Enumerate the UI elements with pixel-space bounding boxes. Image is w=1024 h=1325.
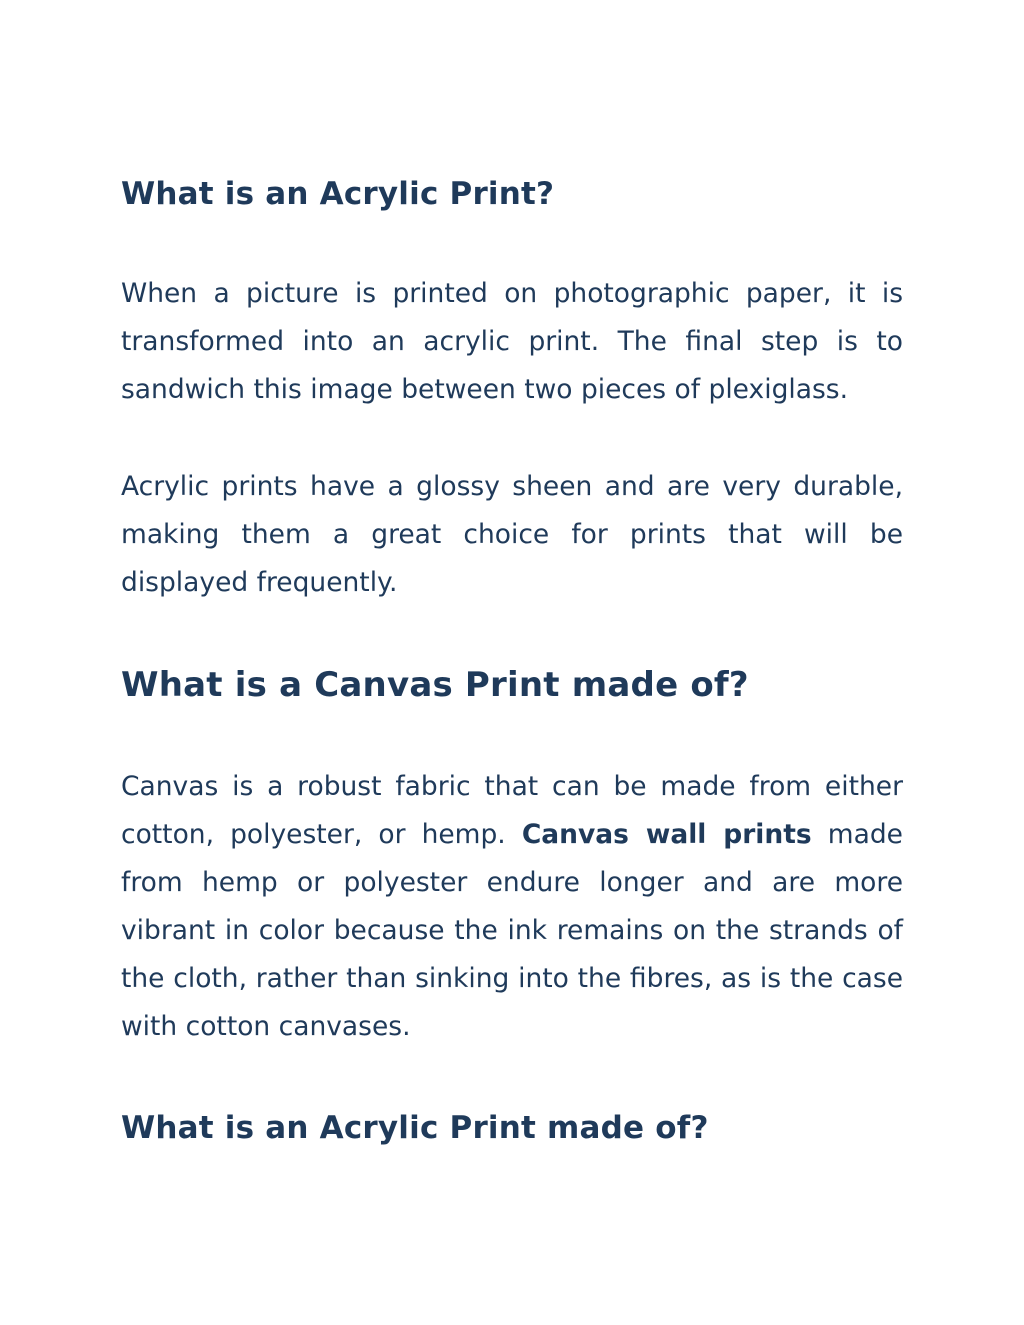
heading-acrylic-print: What is an Acrylic Print? (121, 176, 555, 212)
heading-acrylic-print-made-of: What is an Acrylic Print made of? (121, 1110, 709, 1146)
canvas-wall-prints-bold: Canvas wall prints (521, 819, 812, 850)
paragraph-canvas-print (121, 763, 903, 1051)
document-page (121, 0, 903, 1325)
paragraph-acrylic-durability: Acrylic prints have a glossy sheen and are very durable, making them a great choice for prints that will be displayed frequently. (121, 471, 903, 598)
paragraph-acrylic-print-intro: When a picture is printed on photographic paper, it is transformed into an acrylic print. The final step is to sandwich this image between two pieces of plexiglass. (121, 278, 903, 405)
paragraph-canvas-text-start: Canvas is a robust fabric that can be made from either cotton, polyester, or hemp. (121, 771, 903, 850)
paragraph-canvas-text-end: made from hemp or polyester endure longer and are more vibrant in color because the ink remains on the strands of the cloth, rather than sinking into the fibres, as is the case with cotton canvases. (121, 819, 903, 1042)
heading-canvas-print-made-of: What is a Canvas Print made of? (121, 665, 749, 705)
